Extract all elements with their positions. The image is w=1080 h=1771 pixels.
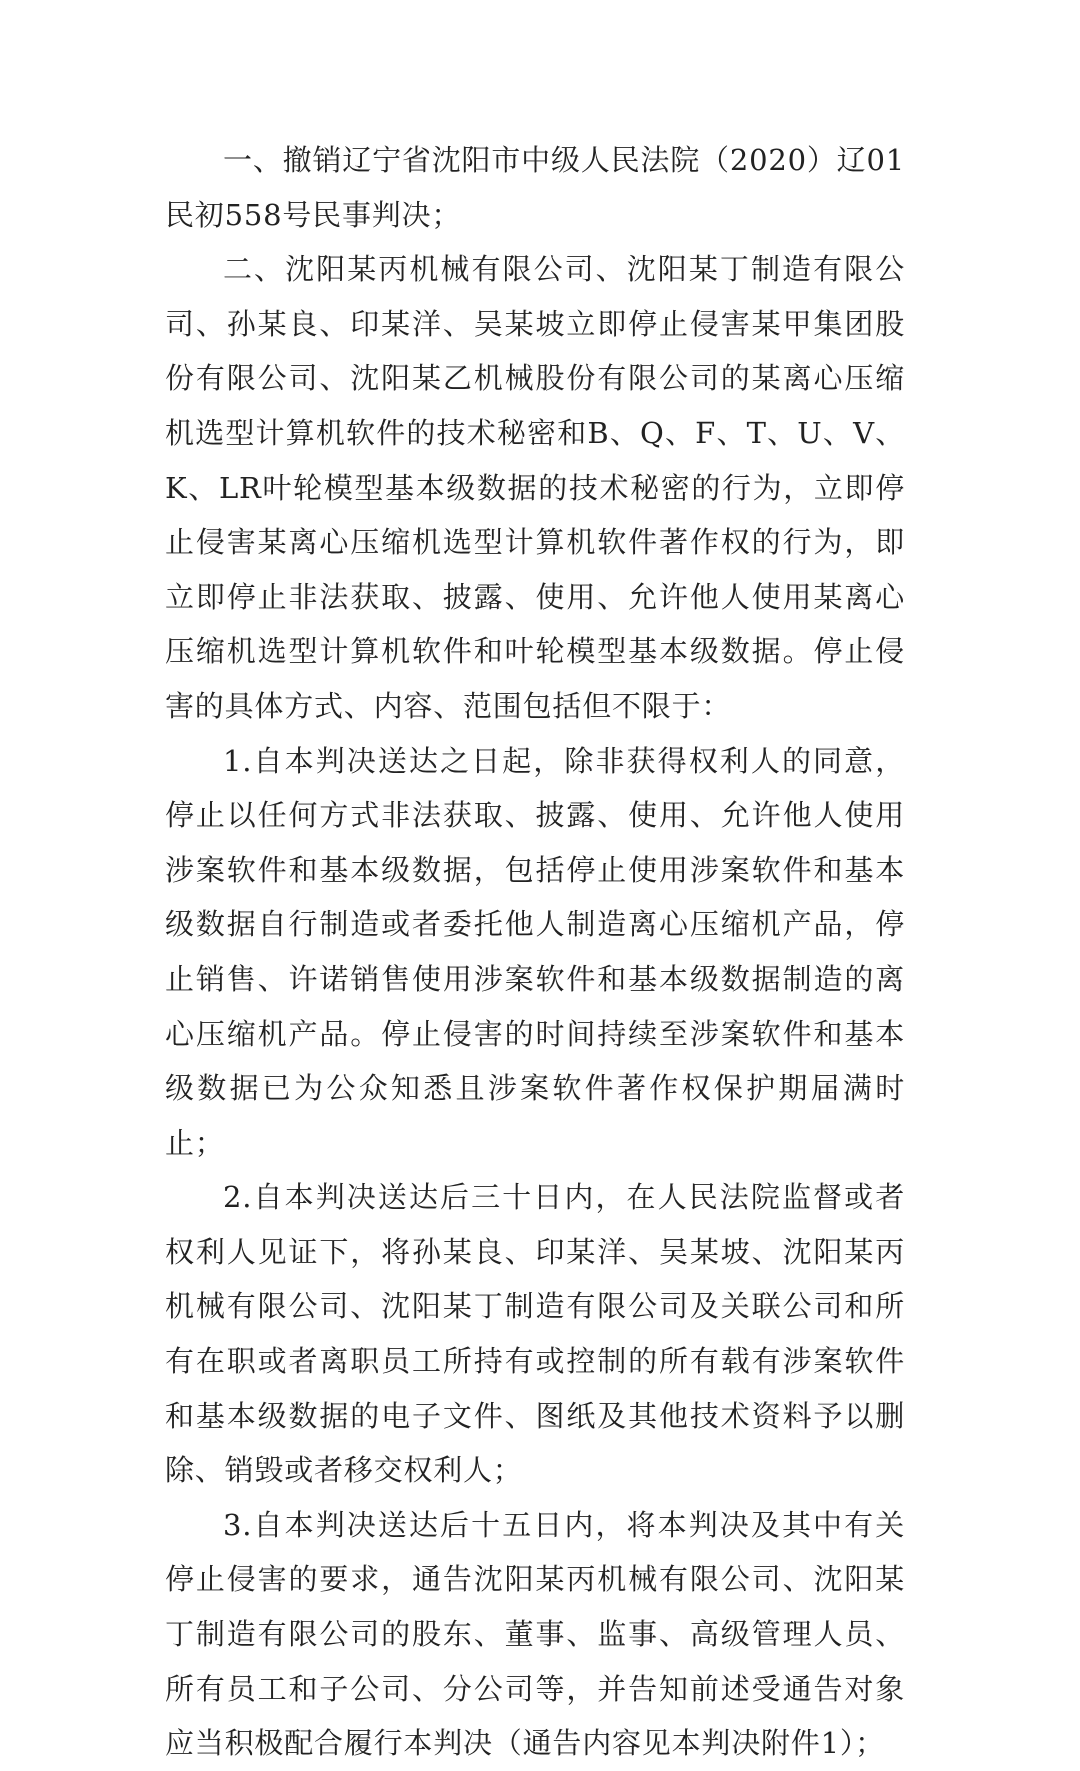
paragraph-stop-infringement: 二、沈阳某丙机械有限公司、沈阳某丁制造有限公司、孙某良、印某洋、吴某坡立即停止侵害某甲集团股份有限公司、沈阳某乙机械股份有限公司的某离心压缩机选型计算机软件的技术秘密和B、Q、F、T、U、V、K、LR叶轮模型基本级数据的技术秘密的行为，立即停止侵害某离心压缩机选型计算机软件著作权的行为，即立即停止非法获取、披露、使用、允许他人使用某离心压缩机选型计算机软件和叶轮模型基本级数据。停止侵害的具体方式、内容、范围包括但不限于： <box>165 252 905 723</box>
paragraph-revoke-judgment: 一、撤销辽宁省沈阳市中级人民法院（2020）辽01民初558号民事判决； <box>165 143 905 232</box>
paragraph-item-3: 3.自本判决送达后十五日内，将本判决及其中有关停止侵害的要求，通告沈阳某丙机械有限公司、沈阳某丁制造有限公司的股东、董事、监事、高级管理人员、所有员工和子公司、分公司等，并告知前述受通告对象应当积极配合履行本判决（通告内容见本判决附件1）； <box>165 1507 905 1761</box>
paragraph-item-2: 2.自本判决送达后三十日内，在人民法院监督或者权利人见证下，将孙某良、印某洋、吴某坡、沈阳某丙机械有限公司、沈阳某丁制造有限公司及关联公司和所有在职或者离职员工所持有或控制的所有载有涉案软件和基本级数据的电子文件、图纸及其他技术资料予以删除、销毁或者移交权利人； <box>165 1180 905 1488</box>
paragraph-item-1: 1.自本判决送达之日起，除非获得权利人的同意，停止以任何方式非法获取、披露、使用、允许他人使用涉案软件和基本级数据，包括停止使用涉案软件和基本级数据自行制造或者委托他人制造离心压缩机产品，停止销售、许诺销售使用涉案软件和基本级数据制造的离心压缩机产品。停止侵害的时间持续至涉案软件和基本级数据已为公众知悉且涉案软件著作权保护期届满时止； <box>165 743 905 1160</box>
judgment-text <box>165 133 905 1771</box>
